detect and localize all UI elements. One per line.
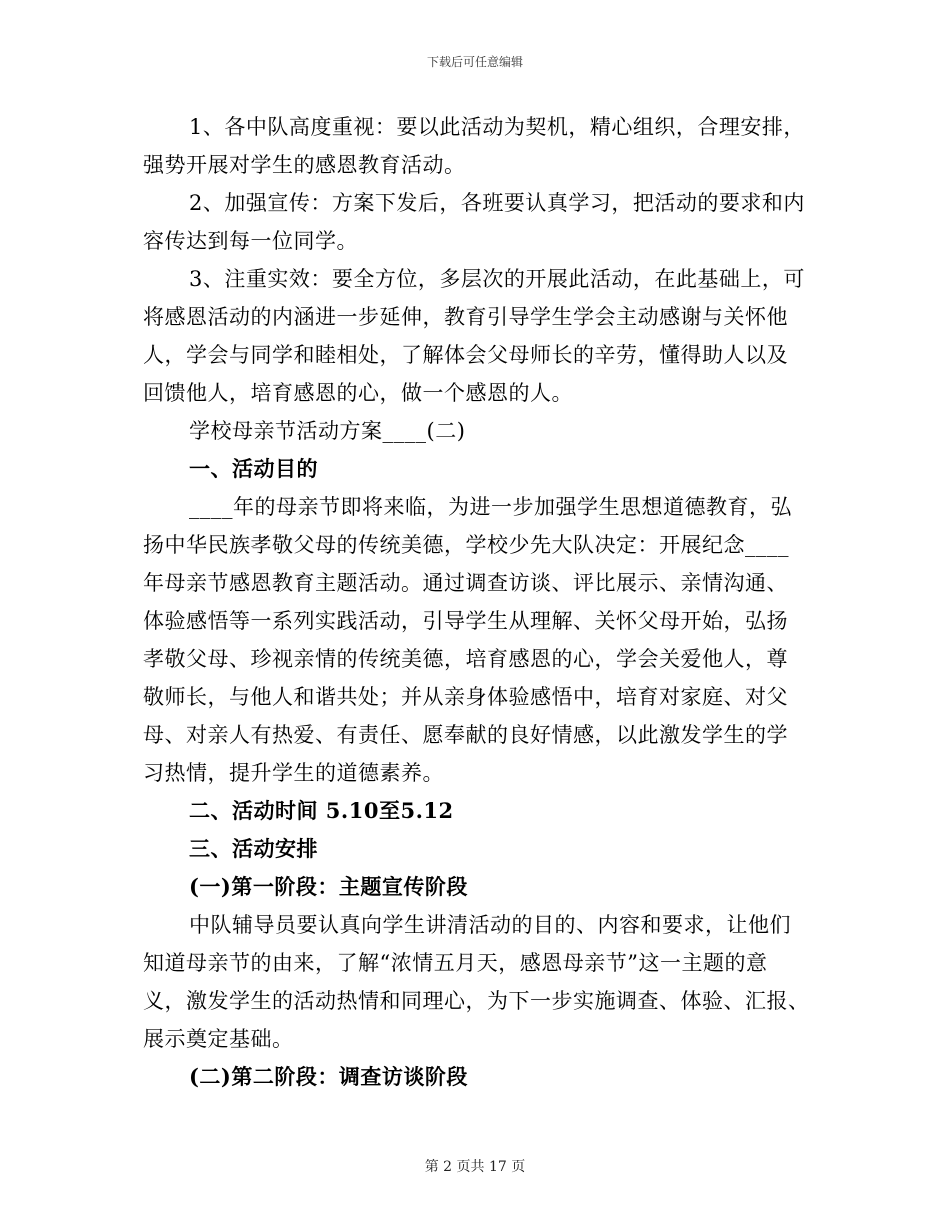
section-heading: 三、活动安排 [189,836,318,861]
paragraph-line: 知道母亲节的由来，了解“浓情五月天，感恩母亲节”这一主题的意 [143,951,768,975]
paragraph-line: 2、加强宣传：方案下发后，各班要认真学习，把活动的要求和内 [189,191,805,215]
paragraph-line: 孝敬父母、珍视亲情的传统美德，培育感恩的心，学会关爱他人，尊 [143,647,788,671]
section-heading: 二、活动时间 5.10至5.12 [189,798,454,823]
paragraph-line: ____年的母亲节即将来临，为进一步加强学生思想道德教育，弘 [189,495,792,519]
page-header: 下载后可任意编辑 [426,55,523,69]
paragraph-line: 回馈他人，培育感恩的心，做一个感恩的人。 [143,381,573,405]
document-body [143,108,808,1096]
paragraph-line: 1、各中队高度重视：要以此活动为契机，精心组织，合理安排， [189,115,805,139]
paragraph-line: 敬师长，与他人和谐共处；并从亲身体验感悟中，培育对家庭、对父 [143,685,788,709]
paragraph-line: 义，激发学生的活动热情和同理心，为下一步实施调查、体验、汇报、 [143,989,810,1013]
paragraph-line: 将感恩活动的内涵进一步延伸，教育引导学生学会主动感谢与关怀他 [143,305,788,329]
page-footer: 第 2 页共 17 页 [424,1159,526,1175]
paragraph-line: 习热情，提升学生的道德素养。 [143,761,444,785]
section-heading: 一、活动目的 [189,456,318,481]
paragraph-line: 人，学会与同学和睦相处，了解体会父母师长的辛劳，懂得助人以及 [143,343,788,367]
paragraph-line: 3、注重实效：要全方位，多层次的开展此活动，在此基础上，可 [189,267,805,291]
paragraph-line: 年母亲节感恩教育主题活动。通过调查访谈、评比展示、亲情沟通、 [143,571,788,595]
section-heading: (二)第二阶段：调查访谈阶段 [189,1064,468,1089]
paragraph-line: 体验感悟等一系列实践活动，引导学生从理解、关怀父母开始，弘扬 [143,609,788,633]
section-heading: (一)第一阶段：主题宣传阶段 [189,874,468,899]
paragraph-line: 扬中华民族孝敬父母的传统美德，学校少先大队决定：开展纪念____ [143,533,789,557]
paragraph-line: 展示奠定基础。 [143,1027,294,1051]
paragraph-line: 容传达到每一位同学。 [143,229,358,253]
paragraph-line: 学校母亲节活动方案____(二) [189,419,466,443]
paragraph-line: 中队辅导员要认真向学生讲清活动的目的、内容和要求，让他们 [189,913,791,937]
paragraph-line: 强势开展对学生的感恩教育活动。 [143,153,466,177]
paragraph-line: 母、对亲人有热爱、有责任、愿奉献的良好情感，以此激发学生的学 [143,723,788,747]
